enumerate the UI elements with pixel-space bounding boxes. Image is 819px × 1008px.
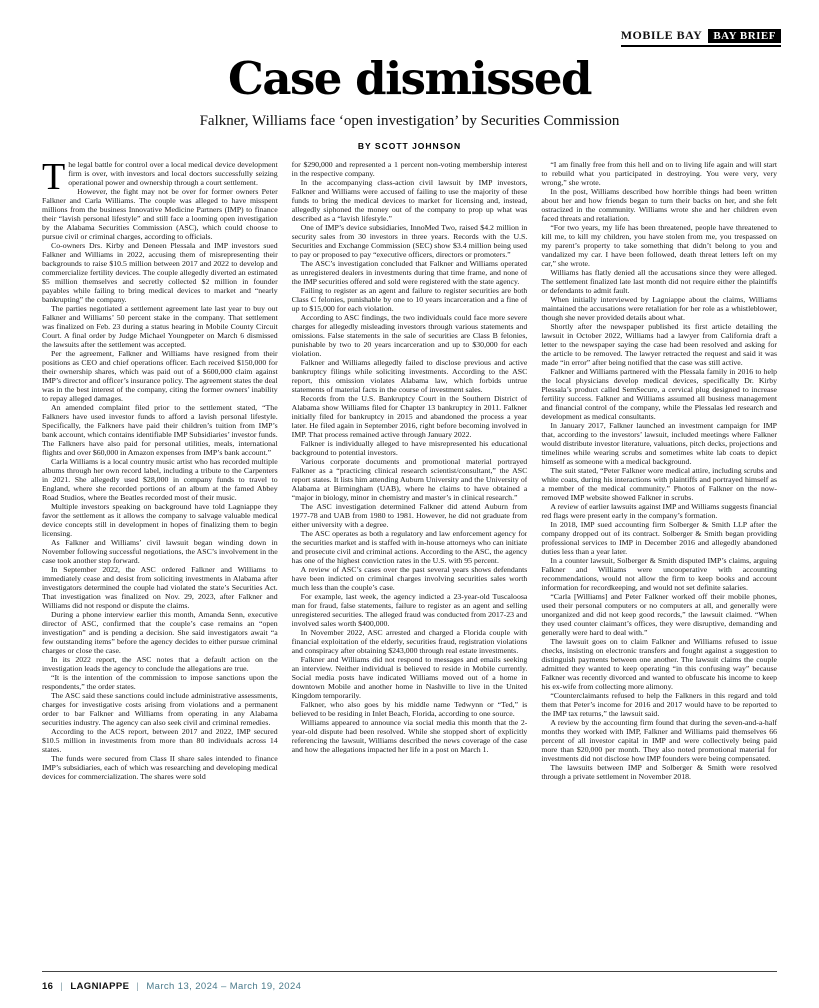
article-paragraph: In the accompanying class-action civil lawsuit by IMP investors, Falkner and Williams were accused of failing to use the majority of these funds to bring the medical devices to market for licensing and, instead, allegedly siphoned the money out of the company to prop up what was described as a “lavish lifestyle.” [291, 178, 528, 223]
article-paragraph: A review by the accounting firm found that during the seven-and-a-half months they worked with IMP, Falkner and Williams paid themselves 66 percent of all investor capital in IMP and were collectively being paid more than $20,000 per month. They also noted promotional material for investments did not disclose how IMP founders were being compensated. [541, 718, 777, 763]
article-paragraph: Failing to register as an agent and failure to register securities are both Class C felonies, punishable by one to 10 years incarceration and a fine of up to $15,000 for each violation. [291, 286, 528, 313]
article-paragraph: Falkner and Williams allegedly failed to disclose previous and active bankruptcy filings while soliciting investments. According to the ASC report, this omission violates Alabama law, which forbids untrue statements of material facts in the course of investment sales. [291, 358, 528, 394]
article-paragraph: In November 2022, ASC arrested and charged a Florida couple with financial exploitation of the elderly, securities fraud, registration violations and conspiracy after obtaining $243,000 through real estate investments. [291, 628, 528, 655]
drop-cap: T [42, 160, 66, 198]
footer-rule [42, 971, 777, 972]
article-paragraph: In September 2022, the ASC ordered Falkner and Williams to immediately cease and desist from soliciting investments in Alabama after investigators determined the couple had violated the state’s Securities Act. That investigation was finalized on Nov. 29, 2023, after Falkner and Williams did not respond or dispute the claims. [42, 565, 278, 610]
article-paragraph: One of IMP’s device subsidiaries, InnoMed Two, raised $4.2 million in security sales from 30 investors in three years. Records with the U.S. Securities and Exchange Commission (SEC) show $3.4 million being used to pay or proposed to pay “executive officers, directors or promoters.” [291, 223, 528, 259]
article-paragraph: “It is the intention of the commission to impose sanctions upon the respondents,” the order states. [42, 673, 278, 691]
article-paragraph: The funds were secured from Class II share sales intended to finance IMP’s subsidiaries, each of which was researching and developing medical devices for commercialization. The shares were sold [42, 754, 278, 781]
article-paragraph: Falkner and Williams partnered with the Plessala family in 2016 to help the local physicians develop medical devices, specifically Dr. Kirby Plessala’s product called SemSecure, a cervical plug designed to increase fertility success. Falkner and Williams assumed all business management and financial control of the company, while the Plessalas led research and development as medical consultants. [541, 367, 777, 421]
article-paragraph: When initially interviewed by Lagniappe about the claims, Williams maintained the accusations were retaliation for her role as a whistleblower, though she never provided details about what. [541, 295, 777, 322]
article-headline: Case dismissed [228, 52, 591, 105]
article-paragraph: Williams appeared to announce via social media this month that the 2-year-old dispute had been resolved. While she stopped short of explicitly referencing the lawsuit, Williams described the news coverage of the case and how the allegations impacted her life in a post on March 1. [291, 718, 528, 754]
article-byline: BY SCOTT JOHNSON [357, 141, 462, 151]
article-paragraph: An amended complaint filed prior to the settlement stated, “The Falkners have used investor funds to afford a lavish personal lifestyle. Specifically, the Falkners have paid their children’s tuition from IMP’s bank account, which contains identifiable IMP Subsidiaries’ investor funds. The Falkners have also paid for personal utilities, meals, international flights and over $60,000 in Amazon expenses from IMP’s bank account.” [42, 403, 278, 457]
article-paragraph: As Falkner and Williams’ civil lawsuit began winding down in November following successful negotiations, the ASC’s involvement in the case took another step forward. [42, 538, 278, 565]
footer-separator: | [60, 981, 64, 992]
lead-text: he legal battle for control over a local medical device development firm is over, with investors and local doctors successfully seizing operational power and ownership through a court settlement. [68, 160, 278, 187]
article-paragraph: The lawsuits between IMP and Solberger & Smith were resolved through a private settlement in November 2018. [541, 763, 777, 781]
article-paragraph: Multiple investors speaking on background have told Lagniappe they favor the settlement as it allows the company to salvage valuable medical device concepts still in development in hopes of finalizing them to begin licensing. [42, 502, 278, 538]
article-paragraph: Falkner and Williams did not respond to messages and emails seeking an interview. Neither individual is believed to reside in Mobile currently. Social media posts have indicated Williams moved out of a home in downtown Mobile and another home in Nashville to live in the United Kingdom temporarily. [291, 655, 528, 700]
article-paragraph: Williams has flatly denied all the accusations since they were alleged. The settlement finalized late last month did not require either the plaintiffs or defendants to admit fault. [541, 268, 777, 295]
article-paragraph: A review of earlier lawsuits against IMP and Williams suggests financial red flags were present early in the company’s formation. [541, 502, 777, 520]
footer-page-number: 16 [42, 981, 54, 992]
article-paragraph: The ASC said these sanctions could include administrative assessments, charges for investigative costs arising from violations and a permanent order to bar Falkner and Williams from operating in any Alabama securities industry. The agency can also seek civil and criminal remedies. [42, 691, 278, 727]
article-paragraph: In the post, Williams described how horrible things had been written about her and how friends began to turn their backs on her, and she felt ostracized in the community. Williams wrote she and her children even faced threats and retaliation. [541, 187, 777, 223]
article-paragraph: In January 2017, Falkner launched an investment campaign for IMP that, according to the investors’ lawsuit, included meetings where Falkner would distribute investor literature, valuations, pitch decks, projections and timelines while wearing scrubs and sometimes white lab coats to depict himself as someone with a medical background. [541, 421, 777, 466]
article-paragraph: The ASC operates as both a regulatory and law enforcement agency for the securities market and is staffed with in-house attorneys who can initiate and prosecute civil and criminal actions. According to the ASC, the agency has one of the highest conviction rates in the U.S. with 95 percent. [291, 529, 528, 565]
footer-separator: | [136, 981, 140, 992]
article-paragraph: The parties negotiated a settlement agreement late last year to buy out Falkner and Williams’ 50 percent stake in the company. That settlement was finalized on Feb. 23 during a status hearing in Mobile County Circuit Court. A final order by Judge Michael Youngpeter on March 6 dismissed the lawsuits after the settlement was accepted. [42, 304, 278, 349]
article-paragraph: “Counterclaimants refused to help the Falkners in this regard and told them that Peter’s income for 2016 and 2017 would have to be reported to the IMP tax returns,” the lawsuit said. [541, 691, 777, 718]
article-body [42, 160, 777, 946]
footer-date-range: March 13, 2024 – March 19, 2024 [146, 981, 302, 992]
article-paragraph: The ASC investigation determined Falkner did attend Auburn from 1977-78 and UAB from 1980 to 1981. However, he did not graduate from either university with a degree. [291, 502, 528, 529]
article-paragraph: In a counter lawsuit, Solberger & Smith disputed IMP’s claims, arguing Falkner and Williams were uncooperative with accounting recommendations, would not allow the firm to keep books and account information for recordkeeping, and would not set definite salaries. [541, 556, 777, 592]
article-paragraph: The lawsuit goes on to claim Falkner and Williams refused to issue checks, insisting on electronic transfers and fought against a suggestion to distinguish payments between one another. The lawsuit claims the couple admitted they wanted to keep operating “in this confusing way” because Falkner was recently divorced and wanted to obfuscate his income to keep his ex-wife from collecting more alimony. [541, 637, 777, 691]
article-paragraph: In 2018, IMP sued accounting firm Solberger & Smith LLP after the company dropped out of its contract. Solberger & Smith began providing professional services to IMP in December 2016 and allegedly abandoned duties less than a year later. [541, 520, 777, 556]
article-paragraph: According to ASC findings, the two individuals could face more severe charges for allegedly misleading investors through various statements and omissions. False statements in the sale of securities are Class B felonies, punishable by two to 20 years incarceration and up to $30,000 for each violation. [291, 313, 528, 358]
article-paragraph: In its 2022 report, the ASC notes that a default action on the investigation leads the agency to conclude the allegations are true. [42, 655, 278, 673]
article-paragraph: Carla Williams is a local country music artist who has recorded multiple albums through her own record label, including a tribute to the Carpenters in 2021. She allegedly used $28,000 in company funds to travel to England, where she recorded portions of an album at the famed Abbey Road Studios, where the Beatles recorded most of their music. [42, 457, 278, 502]
article-paragraph: “For two years, my life has been threatened, people have threatened to kill me, to kill my children, you have stolen from me, you trespassed on my parent’s property to take something that didn’t belong to you and vandalized my car. I have been followed, death threat letters left on my car,” she wrote. [541, 223, 777, 268]
lead-paragraph [42, 160, 278, 198]
article-column-3 [541, 160, 777, 946]
article-paragraph: for $290,000 and represented a 1 percent non-voting membership interest in the respective company. [291, 160, 528, 178]
masthead-section-badge: BAY BRIEF [708, 29, 781, 43]
page-footer [42, 981, 301, 992]
masthead-region-label: MOBILE BAY [620, 28, 703, 42]
footer-publication-name: LAGNIAPPE [70, 981, 130, 992]
article-subhead: Falkner, Williams face ‘open investigation’ by Securities Commission [199, 113, 620, 129]
article-paragraph: The ASC’s investigation concluded that Falkner and Williams operated as unregistered dealers in investments during that time frame, and none of the IMP securities offered and sold were registered with the state agency. [291, 259, 528, 286]
article-paragraph: The suit stated, “Peter Falkner wore medical attire, including scrubs and white coats, during his interactions with plaintiffs and portrayed himself as a member of the medical community.” Photos of Falkner on the now-removed IMP website showed Falkner in scrubs. [541, 466, 777, 502]
article-paragraph: “I am finally free from this hell and on to living life again and will start to rebuild what you participated in destroying. You were very, very wrong,” she wrote. [541, 160, 777, 187]
article-paragraph: Various corporate documents and promotional material portrayed Falkner as a “practicing clinical research scientist/consultant,” the ASC report states. It lists him attending Auburn University and the University of Alabama at Birmingham (UAB), where he claims to have obtained a “major in biology, minor in chemistry and master’s in clinical research.” [291, 457, 528, 502]
article-paragraph: During a phone interview earlier this month, Amanda Senn, executive director of ASC, confirmed that the couple’s case remains an “open investigation” and is pending a decision. She said investigators await “a few outstanding items” before the agency decides to either pursue criminal charges or close the case. [42, 610, 278, 655]
masthead-rule [621, 28, 781, 47]
article-paragraph: Shortly after the newspaper published its first article detailing the lawsuit in October 2022, Williams had a lawyer from California draft a letter to the newspaper saying the case had been resolved and asking for the article to be removed. The lawyer retracted the request and said it was made “in error” after being notified that the case was still active. [541, 322, 777, 367]
article-paragraph: However, the fight may not be over for former owners Peter Falkner and Carla Williams. The couple was alleged to have misspent millions from the business Innovative Medicine Partners (IMP) to finance their “lavish personal lifestyle” and still face a looming open investigation by the Alabama Securities Commission (ASC), which could choose to pursue civil or criminal charges, according to officials. [42, 187, 278, 241]
article-paragraph: Co-owners Drs. Kirby and Deneen Plessala and IMP investors sued Falkner and Williams in 2022, accusing them of misrepresenting their backgrounds to raise $10.5 million between 2017 and 2022 to develop and commercialize fertility devices. The couple allegedly diverted an estimated $5 million themselves and secretly collected $2 million in founder payables while failing to bring medical devices to market and “nearly bankrupting” the company. [42, 241, 278, 304]
article-paragraph: “Carla [Williams] and Peter Falkner worked off their mobile phones, used their personal computers or no computers at all, and generally were unorganized and did not keep good records,” the lawsuit claimed. “When they used counter claimant’s offices, they were disruptive, demanding and generally were hard to deal with.” [541, 592, 777, 637]
article-column-1 [42, 160, 278, 946]
article-paragraph: Records from the U.S. Bankruptcy Court in the Southern District of Alabama show Williams filed for Chapter 13 bankruptcy in 2011. Falkner initially filed for bankruptcy in 2015 and abandoned the process a year later. He filed again in September 2016, right before becoming involved in IMP. That process remained active through January 2022. [291, 394, 528, 439]
article-paragraph: Falkner is individually alleged to have misrepresented his educational background to potential investors. [291, 439, 528, 457]
article-column-2 [292, 160, 528, 946]
masthead [621, 28, 781, 47]
article-paragraph: According to the ACS report, between 2017 and 2022, IMP secured $10.5 million in investments from more than 80 individuals across 14 states. [42, 727, 278, 754]
article-paragraph: Falkner, who also goes by his middle name Tedwynn or “Ted,” is believed to be residing in Inlet Beach, Florida, according to one source. [291, 700, 528, 718]
article-paragraph: A review of ASC’s cases over the past several years shows defendants have been indicted on criminal charges involving securities sales worth much less than the couple’s case. [291, 565, 528, 592]
article-paragraph: For example, last week, the agency indicted a 23-year-old Tuscaloosa man for fraud, false statements, failure to register as an agent and selling unregistered securities. The alleged fraud was conducted from 2017-23 and involved sales worth $400,000. [291, 592, 528, 628]
article-paragraph: Per the agreement, Falkner and Williams have resigned from their positions as CEO and chief operations officer. Each received $150,000 for their ownership shares, which was paid out of a $600,000 claim against IMP’s director and officer’s insurance policy. The agreement states the deal was in the best interest of the company, citing the former owners’ inability to repay alleged damages. [42, 349, 278, 403]
